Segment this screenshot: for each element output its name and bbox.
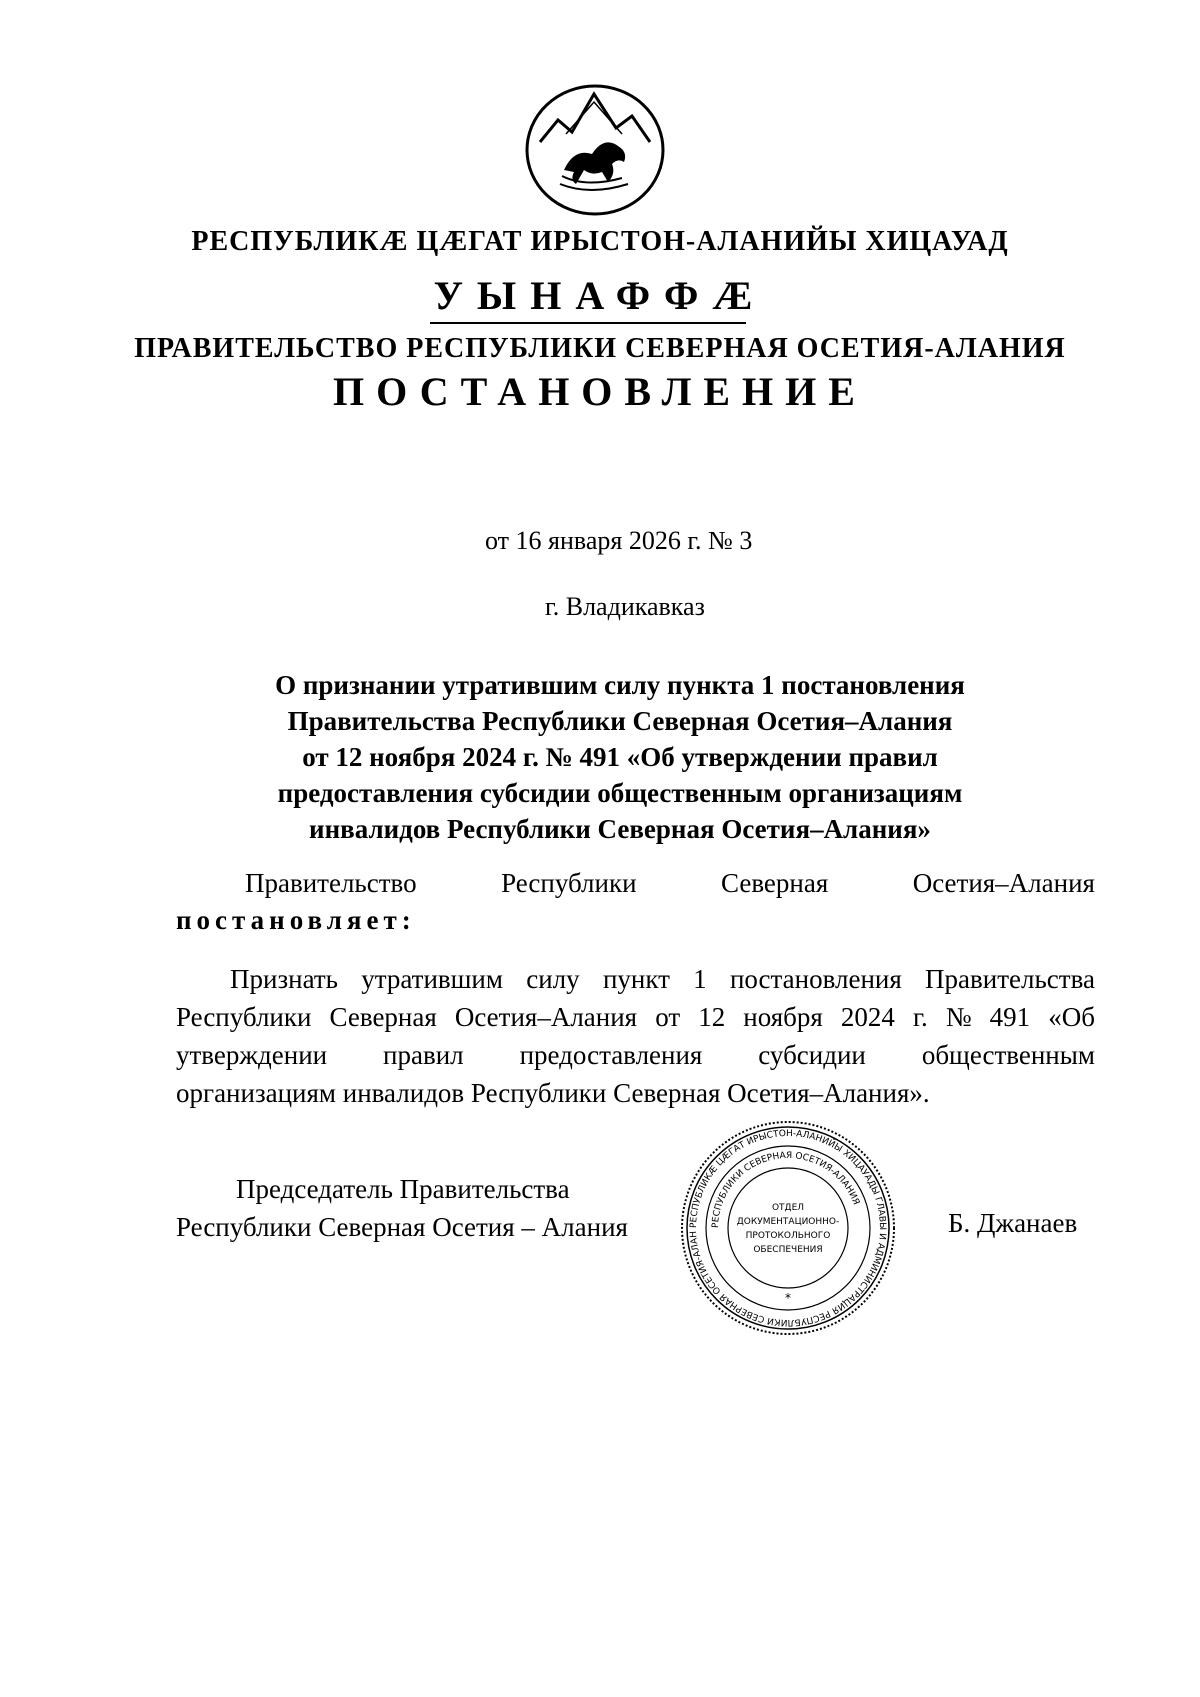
signature-position	[176, 1170, 628, 1246]
document-title	[200, 667, 1040, 847]
title-line: от 12 ноября 2024 г. № 491 «Об утверждении правил	[302, 742, 938, 772]
position-line: Председатель Правительства	[236, 1174, 570, 1204]
russian-document-type: ПОСТАНОВЛЕНИЕ	[333, 369, 867, 414]
stamp-inner-text: РЕСПУБЛИКИ СЕВЕРНАЯ ОСЕТИЯ-АЛАНИЯ	[710, 1150, 861, 1229]
preamble	[245, 868, 1095, 899]
body-line	[176, 1074, 1095, 1112]
stamp-center-line: ОТДЕЛ	[771, 1203, 805, 1213]
preamble-word: Республики	[501, 868, 637, 898]
body-word: 491	[989, 1002, 1031, 1032]
russian-government-heading: ПРАВИТЕЛЬСТВО РЕСПУБЛИКИ СЕВЕРНАЯ ОСЕТИЯ-АЛАНИЯ	[134, 333, 1066, 364]
stamp-center-line: ПРОТОКОЛЬНОГО	[745, 1231, 831, 1241]
document-date-number: от 16 января 2026 г. № 3	[485, 526, 753, 555]
body-word: субсидии	[758, 1040, 866, 1070]
body-word: организациям инвалидов Республики Северная Осетия–Алания».	[176, 1078, 930, 1108]
title-line: Правительства Республики Северная Осетия–Алания	[287, 706, 953, 736]
resolves-label: постановляет:	[176, 905, 416, 935]
official-stamp	[678, 1118, 898, 1338]
stamp-outer-text: РЕСПУБЛИКÆ ЦÆГАТ ИРЫСТОН-АЛАНИЙЫ ХИЦАУАДЫ ГЛАВЫ И АДМИНИСТРАЦИЯ РЕСПУБЛИКИ СЕВЕРНАЯ ОСЕТИЯ-АЛАН	[688, 1128, 888, 1328]
body-word: Северная	[329, 1002, 437, 1032]
resolution-body	[176, 960, 1095, 1112]
body-word: Правительства	[925, 964, 1095, 994]
coat-of-arms-icon	[520, 80, 670, 220]
body-word: Республики	[176, 1002, 312, 1032]
header-divider	[430, 322, 746, 324]
title-line: О признании утратившим силу пункта 1 постановления	[275, 670, 965, 700]
body-line	[176, 998, 1095, 1036]
position-line: Республики Северная Осетия – Алания	[176, 1212, 628, 1242]
body-word: ноября	[743, 1002, 823, 1032]
body-word: от	[655, 1002, 681, 1032]
body-word: пункт	[602, 964, 670, 994]
stamp-center-line: ОБЕСПЕЧЕНИЯ	[753, 1245, 823, 1255]
preamble-word: Правительство	[245, 868, 417, 898]
body-word: Осетия–Алания	[454, 1002, 638, 1032]
body-word: правил	[383, 1040, 464, 1070]
body-line	[176, 1036, 1095, 1074]
ossetian-document-type: УЫНАФФÆ	[433, 273, 767, 318]
body-word: 2024	[840, 1002, 895, 1032]
title-line: предоставления субсидии общественным организациям	[277, 778, 963, 808]
body-word: Признать	[230, 964, 338, 994]
body-word: общественным	[921, 1040, 1095, 1070]
body-word: силу	[526, 964, 580, 994]
body-word: предоставления	[519, 1040, 703, 1070]
body-word: 1	[693, 964, 707, 994]
body-word: «Об	[1048, 1002, 1095, 1032]
body-word: утратившим	[361, 964, 503, 994]
body-word: постановления	[729, 964, 902, 994]
body-word: г.	[912, 1002, 928, 1032]
body-word: 12	[698, 1002, 726, 1032]
body-word: утверждении	[176, 1040, 328, 1070]
preamble-word: Северная	[721, 868, 829, 898]
document-city: г. Владикавказ	[545, 592, 705, 621]
ossetian-government-heading: РЕСПУБЛИКÆ ЦÆГАТ ИРЫСТОН-АЛАНИЙЫ ХИЦАУАД	[191, 226, 1009, 257]
stamp-center-line: ДОКУМЕНТАЦИОННО-	[736, 1217, 840, 1227]
title-line: инвалидов Республики Северная Осетия–Алания»	[309, 814, 931, 844]
signer-name: Б. Джанаев	[948, 1208, 1078, 1238]
body-line	[176, 960, 1095, 998]
svg-text:*: *	[785, 1291, 791, 1305]
preamble-word: Осетия–Алания	[912, 868, 1095, 898]
body-word: №	[945, 1002, 972, 1032]
